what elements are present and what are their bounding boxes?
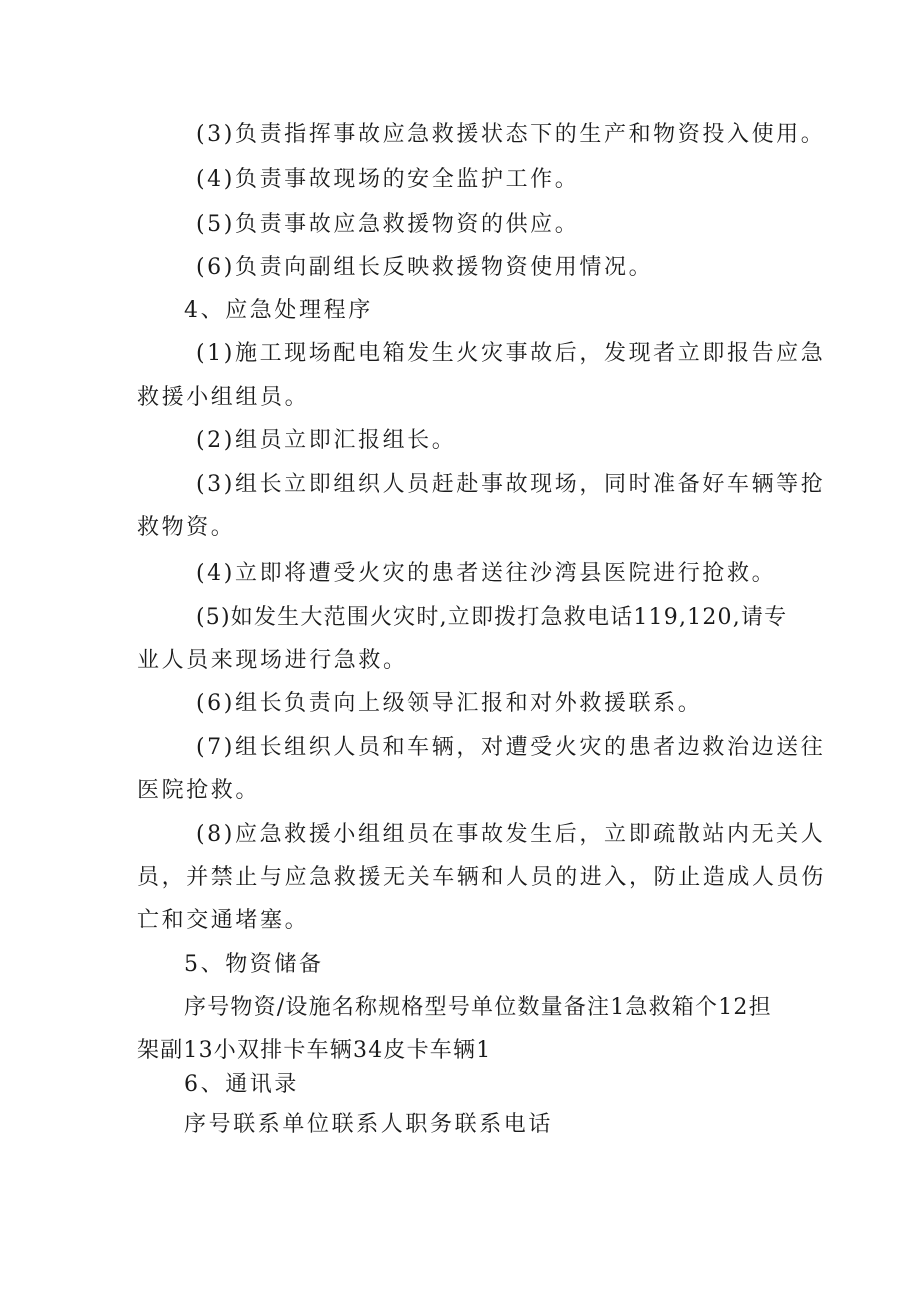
section-heading-5: 5、物资储备 xyxy=(184,952,324,977)
item-4-8-cont1: 员，并禁止与应急救援无关车辆和人员的进入，防止造成人员伤 xyxy=(137,865,826,890)
item-4-3-cont: 救物资。 xyxy=(137,515,236,540)
materials-text-line1: 序号物资/设施名称规格型号单位数量备注1急救箱个12担 xyxy=(184,995,772,1020)
materials-text-line2: 架副13小双排卡车辆34皮卡车辆1 xyxy=(137,1038,492,1063)
item-4-4: (4)立即将遭受火灾的患者送往沙湾县医院进行抢救。 xyxy=(196,561,777,586)
item-4-1-cont: 救援小组组员。 xyxy=(137,385,310,410)
item-4-2: (2)组员立即汇报组长。 xyxy=(196,428,457,453)
item-4-5-cont: 业人员来现场进行急救。 xyxy=(137,648,408,673)
item-3-6: (6)负责向副组长反映救援物资使用情况。 xyxy=(196,255,654,280)
contacts-text: 序号联系单位联系人职务联系电话 xyxy=(184,1112,554,1137)
item-4-5: (5)如发生大范围火灾时,立即拨打急救电话119,120,请专 xyxy=(196,605,788,630)
item-3-3: (3)负责指挥事故应急救援状态下的生产和物资投入使用。 xyxy=(196,122,826,147)
section-heading-4: 4、应急处理程序 xyxy=(184,298,373,323)
item-4-8: (8)应急救援小组组员在事故发生后，立即疏散站内无关人 xyxy=(196,822,826,847)
item-4-7: (7)组长组织人员和车辆，对遭受火灾的患者边救治边送往 xyxy=(196,735,826,760)
item-3-5: (5)负责事故应急救援物资的供应。 xyxy=(196,212,580,237)
item-4-6: (6)组长负责向上级领导汇报和对外救援联系。 xyxy=(196,691,703,716)
item-4-1: (1)施工现场配电箱发生火灾事故后，发现者立即报告应急 xyxy=(196,341,826,366)
item-4-3: (3)组长立即组织人员赶赴事故现场，同时准备好车辆等抢 xyxy=(196,472,826,497)
section-heading-6: 6、通讯录 xyxy=(184,1072,299,1097)
item-4-7-cont: 医院抢救。 xyxy=(137,778,261,803)
item-3-4: (4)负责事故现场的安全监护工作。 xyxy=(196,167,580,192)
item-4-8-cont2: 亡和交通堵塞。 xyxy=(137,908,310,933)
